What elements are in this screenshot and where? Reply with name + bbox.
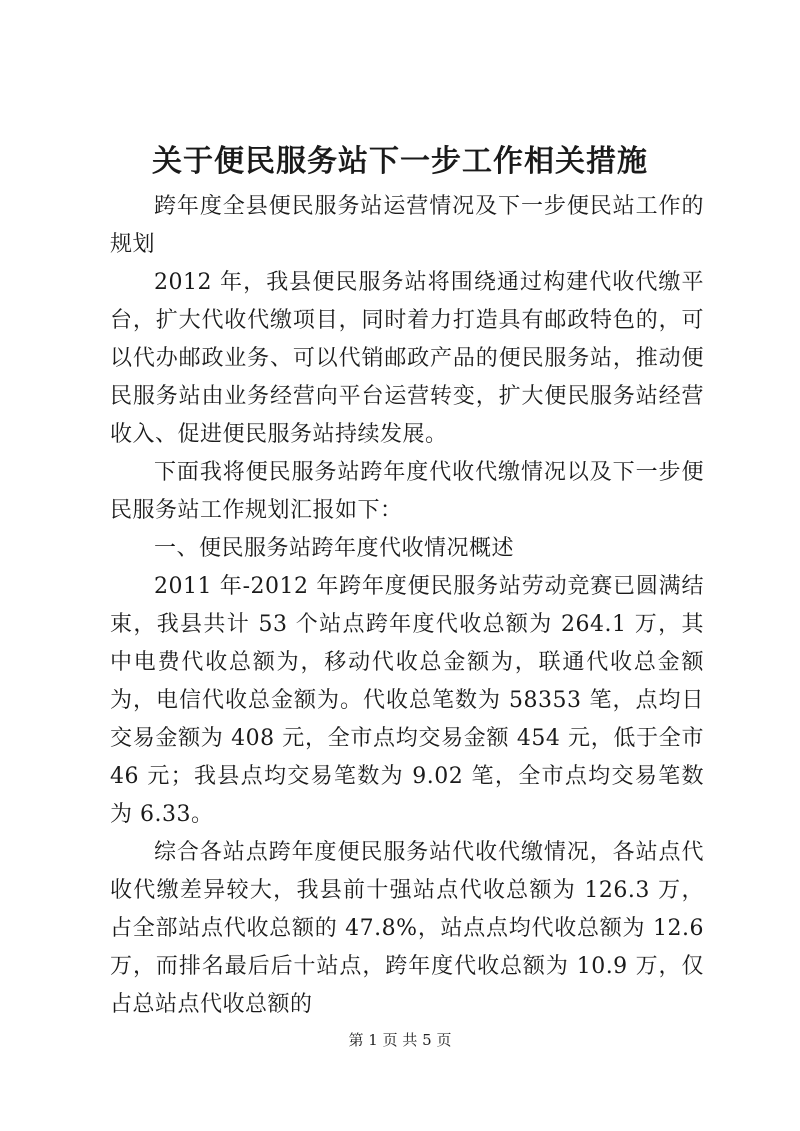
document-body xyxy=(110,188,704,1024)
page-number-footer: 第 1 页 共 5 页 xyxy=(348,1031,452,1049)
paragraph-statistics: 2011 年-2012 年跨年度便民服务站劳动竞赛已圆满结束，我县共计 53 个站点跨年度代收总额为 264.1 万，其中电费代收总额为，移动代收总金额为，联通代收总金额为，电信代收总金额为。代收总笔数为 58353 笔，点均日交易金额为 408 元，全市点均交易金额 454 元，低于全市 46 元；我县点均交易笔数为 9.02 笔，全市点均交易笔数为 6.33。 xyxy=(110,574,704,827)
paragraph-comparison: 综合各站点跨年度便民服务站代收代缴情况，各站点代收代缴差异较大，我县前十强站点代收总额为 126.3 万，占全部站点代收总额的 47.8%，站点点均代收总额为 12.6 万，而排名最后后十站点，跨年度代收总额为 10.9 万，仅占总站点代收总额的 xyxy=(110,840,704,1017)
paragraph-intro: 下面我将便民服务站跨年度代收代缴情况以及下一步便民服务站工作规划汇报如下： xyxy=(110,460,704,523)
document-title: 关于便民服务站下一步工作相关措施 xyxy=(152,144,648,179)
section-heading-overview: 一、便民服务站跨年度代收情况概述 xyxy=(154,536,515,561)
paragraph-plan-2012: 2012 年，我县便民服务站将围绕通过构建代收代缴平台，扩大代收代缴项目，同时着力打造具有邮政特色的，可以代办邮政业务、可以代销邮政产品的便民服务站，推动便民服务站由业务经营向平台运营转变，扩大便民服务站经营收入、促进便民服务站持续发展。 xyxy=(110,270,704,447)
paragraph-subtitle: 跨年度全县便民服务站运营情况及下一步便民站工作的规划 xyxy=(110,194,704,257)
